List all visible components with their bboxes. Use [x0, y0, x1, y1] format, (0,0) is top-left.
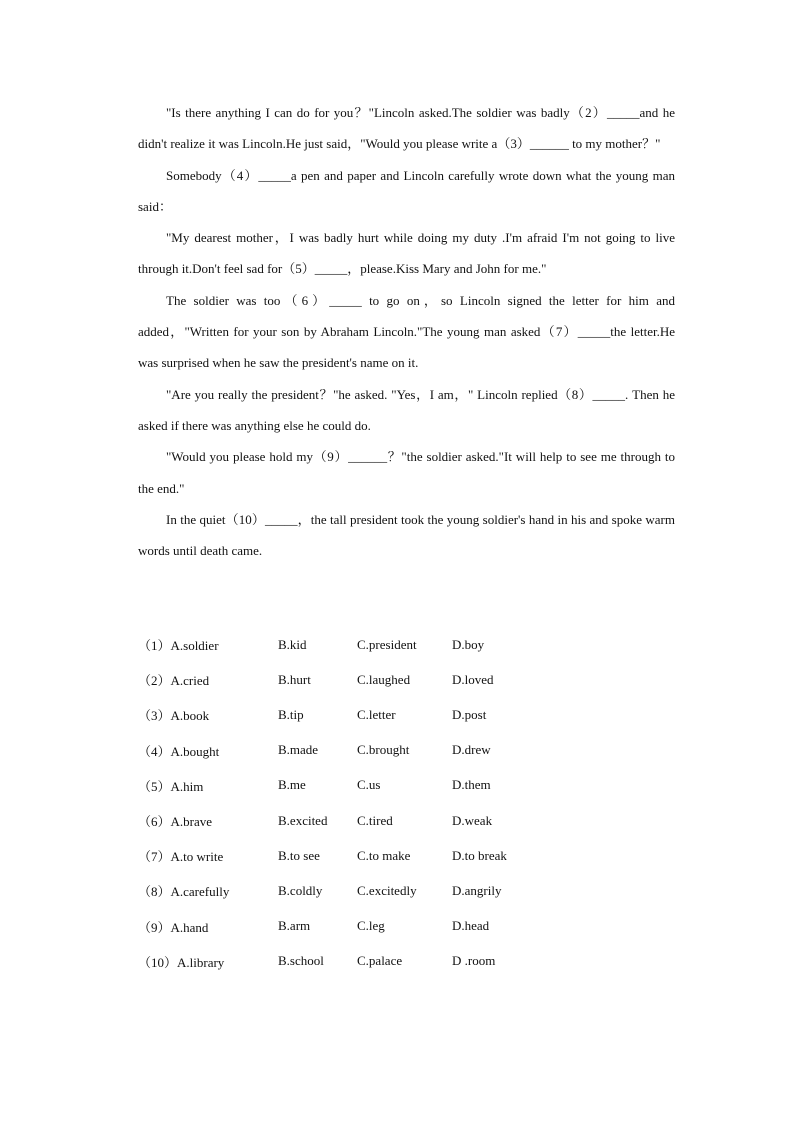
- option-d: D.drew: [452, 742, 491, 758]
- option-a: （8）A.carefully: [138, 884, 230, 900]
- passage: [138, 97, 675, 566]
- option-a: （7）A.to write: [138, 849, 224, 865]
- option-c: C.us: [357, 777, 381, 793]
- option-row: [138, 803, 558, 838]
- option-d: D.head: [452, 918, 490, 934]
- option-c: C.tired: [357, 812, 393, 828]
- option-row: [138, 873, 558, 908]
- option-d: D.to break: [452, 847, 507, 863]
- option-d: D.them: [452, 777, 491, 793]
- passage-paragraph: In the quiet（10）_____，the tall president took the young soldier's hand in his and spoke warm words until death came.: [138, 511, 675, 559]
- option-b: B.made: [278, 742, 319, 758]
- option-c: C.letter: [357, 706, 396, 722]
- option-b: B.coldly: [278, 882, 323, 898]
- option-b: B.school: [278, 953, 324, 969]
- option-row: [138, 662, 558, 697]
- option-d: D .room: [452, 953, 496, 969]
- answer-options: [138, 627, 558, 979]
- passage-paragraph: "My dearest mother，I was badly hurt while doing my duty .I'm afraid I'm not going to live through it.Don't feel sad for（5）_____，please.Kiss Mary and John for me.": [138, 230, 675, 277]
- option-row: [138, 768, 558, 803]
- option-c: C.to make: [357, 847, 411, 863]
- option-row: [138, 909, 558, 944]
- option-d: D.post: [452, 706, 487, 722]
- option-b: B.tip: [278, 706, 304, 722]
- option-b: B.excited: [278, 812, 328, 828]
- option-d: D.boy: [452, 636, 485, 652]
- option-a: （6）A.brave: [138, 814, 213, 830]
- option-c: C.brought: [357, 742, 410, 758]
- option-b: B.to see: [278, 847, 320, 863]
- option-b: B.me: [278, 777, 306, 793]
- option-b: B.hurt: [278, 671, 311, 687]
- option-c: C.president: [357, 636, 417, 652]
- option-row: [138, 944, 558, 979]
- option-c: C.leg: [357, 918, 385, 934]
- option-a: （5）A.him: [138, 778, 204, 794]
- passage-paragraph: Somebody（4）_____a pen and paper and Lincoln carefully wrote down what the young man said：: [138, 167, 675, 214]
- option-d: D.angrily: [452, 882, 502, 898]
- passage-paragraph: "Would you please hold my（9）______？"the soldier asked."It will help to see me through to the end.": [138, 449, 675, 496]
- option-a: （2）A.cried: [138, 673, 210, 689]
- option-row: [138, 838, 558, 873]
- option-c: C.palace: [357, 953, 403, 969]
- option-a: （3）A.book: [138, 708, 210, 724]
- option-c: C.excitedly: [357, 882, 417, 898]
- option-d: D.loved: [452, 671, 494, 687]
- option-a: （10）A.library: [138, 954, 225, 970]
- passage-paragraph: "Is there anything I can do for you？"Lincoln asked.The soldier was badly（2）_____and he didn't realize it was Lincoln.He just said，"Would you please write a（3）______ to my mother？": [138, 105, 675, 152]
- option-row: [138, 697, 558, 732]
- passage-paragraph: The soldier was too（6）_____ to go on，so Lincoln signed the letter for him and added，"Written for your son by Abraham Lincoln."The young man asked（7）_____the letter.He was surprised when he saw the president's name on it.: [138, 292, 675, 371]
- option-a: （9）A.hand: [138, 919, 209, 935]
- option-row: [138, 627, 558, 662]
- option-c: C.laughed: [357, 671, 411, 687]
- option-a: （4）A.bought: [138, 743, 220, 759]
- option-a: （1）A.soldier: [138, 638, 219, 654]
- option-d: D.weak: [452, 812, 493, 828]
- option-b: B.arm: [278, 918, 311, 934]
- passage-paragraph: "Are you really the president？"he asked. "Yes，I am，" Lincoln replied（8）_____. Then he asked if there was anything else he could do.: [138, 386, 675, 433]
- option-row: [138, 733, 558, 768]
- option-b: B.kid: [278, 636, 307, 652]
